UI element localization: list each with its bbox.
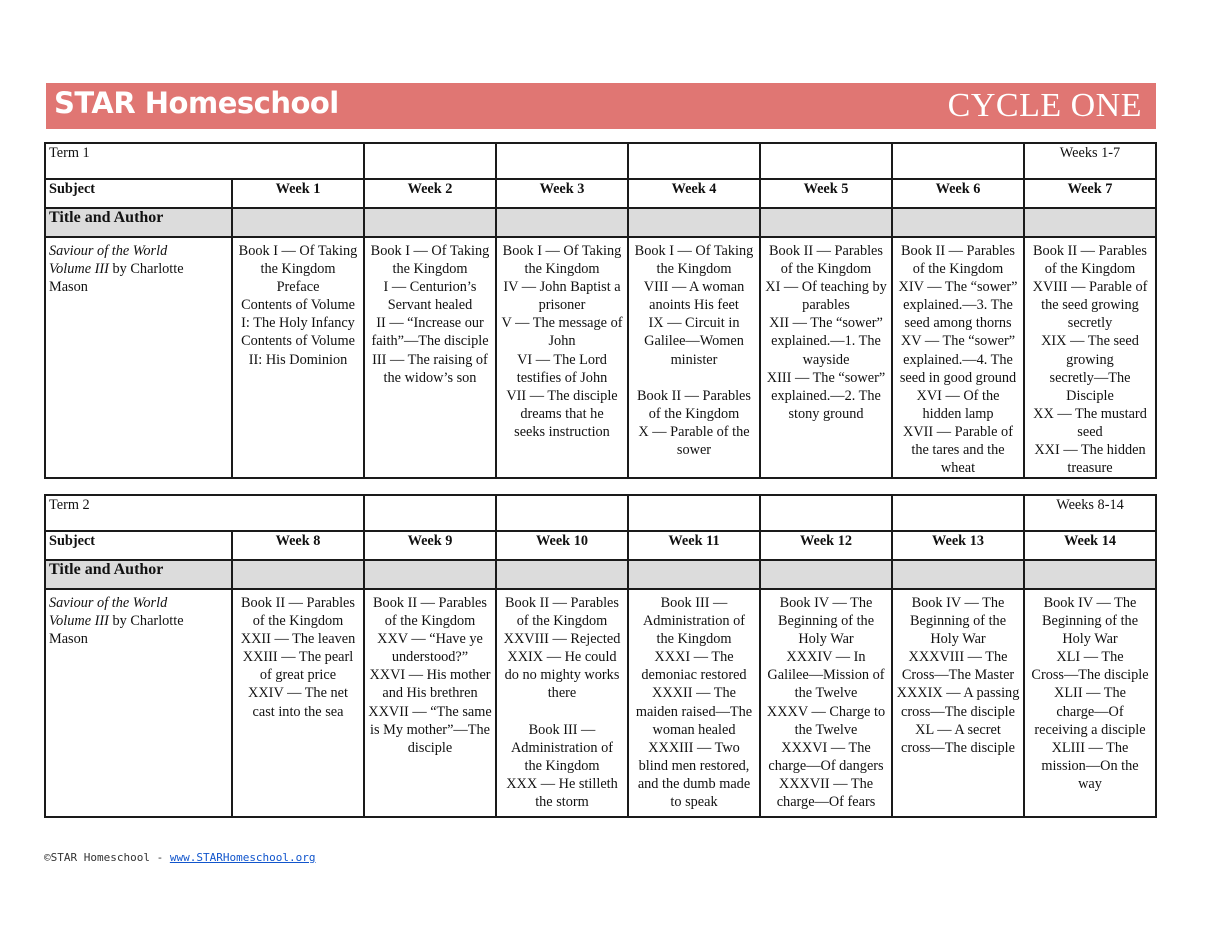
reading-line: woman healed (652, 721, 736, 738)
reading-cell (628, 237, 760, 478)
reading-line: XLI — The (1056, 649, 1124, 666)
reading-line: wayside (802, 351, 850, 368)
reading-line: the tares and the (911, 442, 1005, 459)
reading-cell (496, 237, 628, 478)
reading-line: XXII — The leaven (240, 631, 356, 648)
reading-line: Book II — Parables (1033, 243, 1147, 259)
reading-cell (760, 589, 892, 817)
reading-line: Holy War (1062, 631, 1118, 648)
reading-line: XXIV — The net (248, 685, 348, 702)
shaded-cell (760, 560, 892, 589)
book-title-cell (45, 589, 232, 817)
reading-cell (1024, 589, 1156, 817)
reading-line: of the Kingdom (384, 613, 476, 630)
reading-line: XX — The mustard (1033, 405, 1147, 422)
reading-line: II: His Dominion (248, 351, 348, 368)
weeks-range: Weeks 1-7 (1024, 143, 1156, 179)
reading-line: Beginning of the (1041, 613, 1139, 630)
reading-line: Cross—The disciple (1031, 667, 1149, 684)
reading-cell (364, 237, 496, 478)
term-title: Term 2 (45, 495, 364, 531)
blank-cell (628, 143, 760, 179)
reading-cell (364, 589, 496, 817)
reading-line: demoniac restored (641, 667, 747, 684)
reading-line: charge—Of (1056, 703, 1124, 720)
reading-line: treasure (1067, 460, 1113, 477)
title-author-label: Title and Author (45, 208, 232, 237)
book-title-line2: Volume III (49, 613, 109, 630)
reading-line: XXXIX — A passing (896, 685, 1020, 702)
reading-line: explained.—1. The (771, 333, 881, 350)
reading-line: blind men restored, (638, 757, 750, 774)
week-header: Week 8 (232, 531, 364, 560)
reading-line: Book II — Parables (637, 387, 751, 404)
blank-cell (364, 143, 496, 179)
reading-line: XXXI — The (654, 649, 734, 666)
reading-cell (496, 589, 628, 817)
reading-line: anoints His feet (649, 297, 739, 314)
shaded-cell (232, 560, 364, 589)
subject-label: Subject (45, 531, 232, 560)
reading-line: Book II — Parables (769, 243, 883, 259)
reading-line: XII — The “sower” (769, 315, 883, 332)
week-header: Week 10 (496, 531, 628, 560)
weeks-range: Weeks 8-14 (1024, 495, 1156, 531)
reading-line: Book II — Parables (505, 595, 619, 611)
reading-line: maiden raised—The (635, 703, 753, 720)
reading-line: the Kingdom (524, 261, 600, 278)
book-title-line1: Saviour of the World (49, 243, 168, 259)
reading-line: explained.—4. The (903, 351, 1013, 368)
reading-line: IV — John Baptist a (503, 279, 621, 296)
blank-cell (892, 143, 1024, 179)
reading-line: XXVII — “The same (368, 703, 492, 720)
reading-line: seed (1077, 423, 1103, 440)
reading-line: Book I — Of Taking (238, 243, 358, 259)
shaded-cell (496, 208, 628, 237)
reading-line: the Kingdom (656, 261, 732, 278)
reading-line: Book IV — The (911, 595, 1005, 611)
reading-line: growing (1066, 351, 1114, 368)
reading-line: sower (676, 442, 712, 459)
reading-line: testifies of John (516, 369, 608, 386)
reading-line: of the Kingdom (1044, 261, 1136, 278)
reading-line: seed in good ground (899, 369, 1017, 386)
shaded-cell (1024, 208, 1156, 237)
term-title: Term 1 (45, 143, 364, 179)
book-author-suffix: by Charlotte (108, 613, 184, 630)
reading-line: Book I — Of Taking (634, 243, 754, 259)
reading-line: XL — A secret (915, 721, 1001, 738)
reading-line: XXV — “Have ye (377, 631, 483, 648)
reading-line: Book IV — The (1043, 595, 1137, 611)
book-title-line1: Saviour of the World (49, 595, 168, 611)
reading-line: the Kingdom (392, 261, 468, 278)
shaded-cell (628, 208, 760, 237)
reading-line: the Twelve (794, 685, 858, 702)
week-header: Week 5 (760, 179, 892, 208)
shaded-cell (496, 560, 628, 589)
reading-line: charge—Of dangers (768, 757, 884, 774)
reading-line: of the Kingdom (252, 613, 344, 630)
blank-cell (496, 143, 628, 179)
week-header: Week 12 (760, 531, 892, 560)
week-header: Week 7 (1024, 179, 1156, 208)
reading-line: of the Kingdom (780, 261, 872, 278)
reading-cell (628, 589, 760, 817)
reading-line: XXXVIII — The (908, 649, 1008, 666)
copyright-text: ©STAR Homeschool - (44, 851, 170, 864)
shaded-cell (1024, 560, 1156, 589)
shaded-cell (232, 208, 364, 237)
reading-line: the Kingdom (260, 261, 336, 278)
week-header: Week 1 (232, 179, 364, 208)
reading-line: Book III — (660, 595, 728, 611)
brand-title: STAR Homeschool (54, 86, 339, 120)
reading-line: Book I — Of Taking (370, 243, 490, 259)
reading-line: the Kingdom (656, 631, 732, 648)
week-header: Week 6 (892, 179, 1024, 208)
week-header: Week 4 (628, 179, 760, 208)
blank-cell (628, 495, 760, 531)
reading-line: I — Centurion’s (383, 279, 477, 296)
reading-line: the Kingdom (524, 757, 600, 774)
reading-line: Contents of Volume (241, 297, 355, 314)
reading-line: secretly (1067, 315, 1113, 332)
reading-line: Holy War (798, 631, 854, 648)
week-header: Week 9 (364, 531, 496, 560)
blank-cell (760, 495, 892, 531)
reading-line: is My mother”—The (370, 721, 490, 738)
reading-line: XXX — He stilleth (506, 775, 618, 792)
reading-line: hidden lamp (922, 405, 994, 422)
reading-line: X — Parable of the (638, 423, 750, 440)
week-header: Week 2 (364, 179, 496, 208)
reading-line: and His brethren (382, 685, 478, 702)
reading-cell (232, 237, 364, 478)
week-header: Week 11 (628, 531, 760, 560)
reading-line: III — The raising of (372, 351, 488, 368)
book-author-line2: Mason (49, 631, 88, 648)
reading-line: secretly—The (1049, 369, 1131, 386)
reading-line: XIX — The seed (1041, 333, 1139, 350)
reading-line: XXVI — His mother (369, 667, 491, 684)
reading-line: dreams that he (520, 405, 604, 422)
reading-line: and the dumb made (637, 775, 751, 792)
reading-cell (892, 589, 1024, 817)
reading-line: Administration of (510, 739, 614, 756)
reading-line: Cross—The Master (901, 667, 1015, 684)
reading-line: seeks instruction (514, 423, 610, 440)
reading-line: receiving a disciple (1034, 721, 1146, 738)
shaded-cell (628, 560, 760, 589)
shaded-cell (760, 208, 892, 237)
blank-cell (892, 495, 1024, 531)
reading-line (630, 369, 758, 387)
term-2-table (44, 494, 1157, 818)
reading-line: Book IV — The (779, 595, 873, 611)
reading-line: VIII — A woman (643, 279, 745, 296)
reading-line: way (1078, 775, 1102, 792)
blank-cell (496, 495, 628, 531)
reading-line: explained.—3. The (903, 297, 1013, 314)
reading-line: cross—The disciple (901, 739, 1015, 756)
reading-line: of the Kingdom (648, 405, 740, 422)
reading-line: Preface (276, 279, 320, 296)
subject-label: Subject (45, 179, 232, 208)
reading-line: Galilee—Women (644, 333, 744, 350)
reading-line: the storm (535, 794, 589, 811)
reading-line: XIII — The “sower” (766, 369, 886, 386)
reading-line: V — The message of (501, 315, 623, 332)
shaded-cell (364, 208, 496, 237)
reading-line: XXIII — The pearl (242, 649, 354, 666)
header-banner (46, 83, 1156, 129)
reading-line: XLIII — The (1051, 739, 1129, 756)
reading-line: Book II — Parables (901, 243, 1015, 259)
reading-line: of great price (259, 667, 337, 684)
reading-line: XVIII — Parable of (1032, 279, 1148, 296)
reading-line: XI — Of teaching by (765, 279, 887, 296)
reading-line: XXVIII — Rejected (503, 631, 621, 648)
reading-line: minister (670, 351, 718, 368)
reading-line: wheat (940, 460, 976, 477)
reading-line: disciple (407, 739, 453, 756)
reading-line: Beginning of the (909, 613, 1007, 630)
blank-cell (760, 143, 892, 179)
reading-line: Book I — Of Taking (502, 243, 622, 259)
reading-line: XXXIII — Two (648, 739, 740, 756)
reading-line: II — “Increase our (376, 315, 484, 332)
reading-line: parables (802, 297, 850, 314)
reading-line: of the Kingdom (516, 613, 608, 630)
reading-cell (232, 589, 364, 817)
reading-line: stony ground (788, 405, 864, 422)
reading-line: to speak (670, 794, 718, 811)
book-author-line2: Mason (49, 279, 88, 296)
week-header: Week 3 (496, 179, 628, 208)
reading-line: mission—On the (1041, 757, 1139, 774)
reading-line: of the Kingdom (912, 261, 1004, 278)
reading-line (498, 703, 626, 721)
reading-line: VI — The Lord (517, 351, 607, 368)
reading-line: Servant healed (387, 297, 473, 314)
book-title-cell (45, 237, 232, 478)
reading-line: Contents of Volume (241, 333, 355, 350)
shaded-cell (364, 560, 496, 589)
website-link[interactable]: www.STARHomeschool.org (169, 851, 316, 864)
reading-line: Administration of (642, 613, 746, 630)
title-author-label: Title and Author (45, 560, 232, 589)
book-title-line2: Volume III (49, 261, 109, 278)
reading-line: IX — Circuit in (648, 315, 740, 332)
shaded-cell (892, 208, 1024, 237)
reading-line: Book II — Parables (241, 595, 355, 611)
blank-cell (364, 495, 496, 531)
reading-line: do no mighty works (504, 667, 620, 684)
reading-line: cast into the sea (252, 703, 344, 720)
reading-line: XVI — Of the (916, 387, 1000, 404)
reading-line: XXXII — The (652, 685, 736, 702)
reading-cell (760, 237, 892, 478)
reading-line: Book III — (528, 721, 596, 738)
reading-line: the widow’s son (383, 369, 477, 386)
reading-line: XXXIV — In (786, 649, 866, 666)
reading-cell (1024, 237, 1156, 478)
reading-line: Beginning of the (777, 613, 875, 630)
cycle-label: CYCLE ONE (947, 87, 1142, 124)
reading-line: VII — The disciple (506, 387, 618, 404)
reading-line: I: The Holy Infancy (241, 315, 355, 332)
reading-line: cross—The disciple (901, 703, 1015, 720)
reading-line: the Twelve (794, 721, 858, 738)
reading-line: John (548, 333, 576, 350)
reading-line: prisoner (538, 297, 586, 314)
reading-cell (892, 237, 1024, 478)
reading-line: charge—Of fears (776, 794, 876, 811)
shaded-cell (892, 560, 1024, 589)
reading-line: there (547, 685, 577, 702)
term-1-table (44, 142, 1157, 479)
reading-line: XVII — Parable of (903, 423, 1013, 440)
reading-line: Galilee—Mission of (767, 667, 885, 684)
reading-line: Holy War (930, 631, 986, 648)
reading-line: seed among thorns (904, 315, 1012, 332)
week-header: Week 14 (1024, 531, 1156, 560)
reading-line: understood?” (391, 649, 469, 666)
reading-line: XXIX — He could (507, 649, 617, 666)
book-author-suffix: by Charlotte (108, 261, 184, 278)
reading-line: XXXVI — The (781, 739, 871, 756)
reading-line: XIV — The “sower” (898, 279, 1018, 296)
reading-line: XV — The “sower” (900, 333, 1016, 350)
reading-line: XXXVII — The (778, 775, 874, 792)
reading-line: Disciple (1066, 387, 1114, 404)
reading-line: XLII — The (1054, 685, 1126, 702)
reading-line: XXI — The hidden (1034, 442, 1146, 459)
reading-line: the seed growing (1041, 297, 1139, 314)
footer (44, 851, 316, 864)
reading-line: explained.—2. The (771, 387, 881, 404)
reading-line: Book II — Parables (373, 595, 487, 611)
reading-line: XXXV — Charge to (766, 703, 886, 720)
week-header: Week 13 (892, 531, 1024, 560)
reading-line: faith”—The disciple (371, 333, 489, 350)
